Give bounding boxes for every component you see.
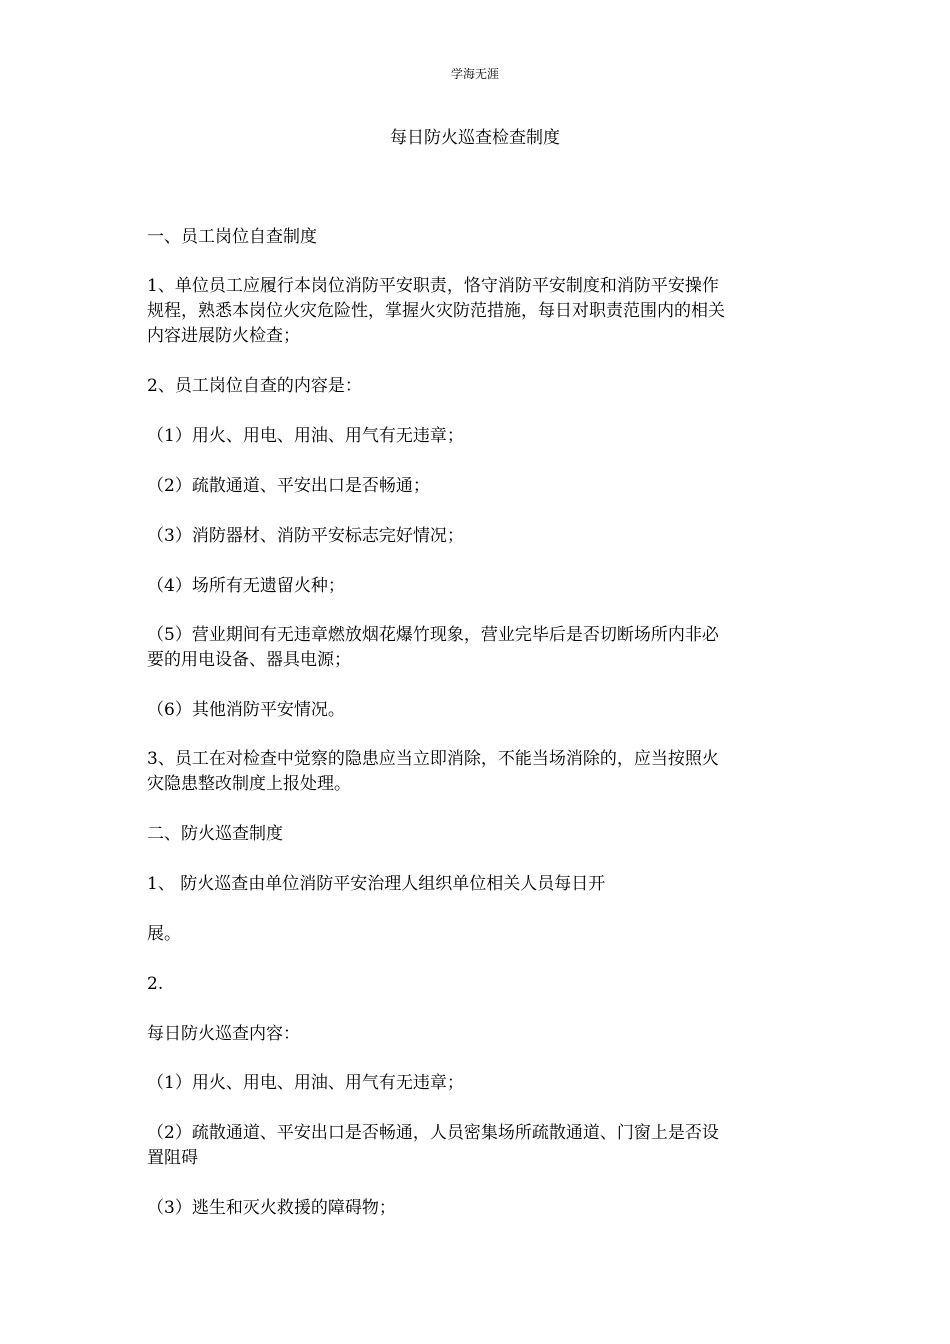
paragraph-line: 规程，熟悉本岗位火灾危险性，掌握火灾防范措施，每日对职责范围内的相关: [147, 301, 725, 321]
list-item: 要的用电设备、器具电源；: [147, 650, 351, 670]
paragraph-line: 3、员工在对检查中觉察的隐患应当立即消除，不能当场消除的，应当按照火: [147, 749, 719, 769]
paragraph-line: 2.: [147, 974, 164, 994]
paragraph-line: 2、员工岗位自查的内容是：: [147, 376, 362, 396]
paragraph-line: 每日防火巡查内容：: [147, 1024, 300, 1044]
list-item: （3）消防器材、消防平安标志完好情况；: [147, 526, 464, 546]
list-item: （6）其他消防平安情况。: [147, 700, 345, 720]
paragraph-line: 内容进展防火检查；: [147, 326, 300, 346]
list-item: （2）疏散通道、平安出口是否畅通；: [147, 476, 430, 496]
list-item: （3）逃生和灭火救援的障碍物；: [147, 1198, 396, 1218]
section-heading-1: 一、员工岗位自查制度: [147, 227, 317, 247]
list-item: （1）用火、用电、用油、用气有无违章；: [147, 426, 464, 446]
section-heading-2: 二、防火巡查制度: [147, 824, 283, 844]
paragraph-line: 展。: [147, 924, 181, 944]
list-item: （1）用火、用电、用油、用气有无违章；: [147, 1073, 464, 1093]
paragraph-line: 1、单位员工应履行本岗位消防平安职责，恪守消防平安制度和消防平安操作: [147, 276, 719, 296]
list-item: （2）疏散通道、平安出口是否畅通，人员密集场所疏散通道、门窗上是否设: [147, 1123, 719, 1143]
list-item: （5）营业期间有无违章燃放烟花爆竹现象，营业完毕后是否切断场所内非必: [147, 625, 719, 645]
list-item: 置阻碍: [147, 1148, 198, 1168]
list-item: （4）场所有无遗留火种；: [147, 576, 345, 596]
document-title: 每日防火巡查检查制度: [390, 128, 560, 148]
paragraph-line: 1、 防火巡查由单位消防平安治理人组织单位相关人员每日开: [147, 874, 606, 894]
page-header: 学海无涯: [450, 67, 499, 81]
paragraph-line: 灾隐患整改制度上报处理。: [147, 774, 351, 794]
